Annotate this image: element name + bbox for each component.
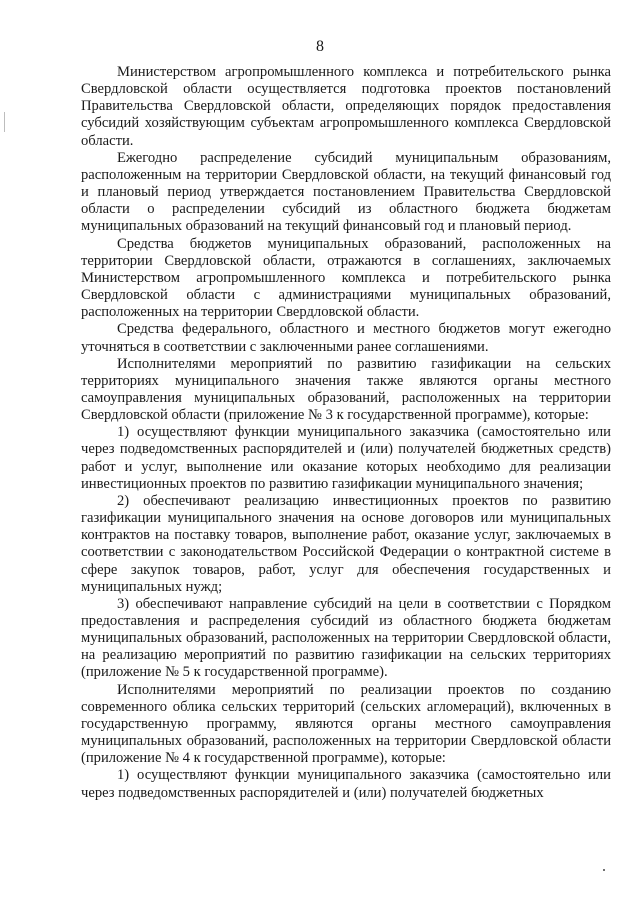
paragraph-annual-distribution: Ежегодно распределение субсидий муниципальным образованиям, расположенным на территории Свердловской области, на текущий финансовый год и плановый период утверждается постановлением Правительства Свердловской области о распределении субсидий из областного бюджета бюджетам муниципальных образований на текущий финансовый год и плановый период. <box>81 149 611 235</box>
page-number: 8 <box>316 38 324 55</box>
list-item-gasification-3: 3) обеспечивают направление субсидий на цели в соответствии с Порядком предоставления и распределения субсидий из областного бюджета бюджетам муниципальных образований, расположенных на территории Свердловской области, на реализацию мероприятий по развитию газификации на сельских территориях (приложение № 5 к государственной программе). <box>81 595 611 681</box>
list-item-gasification-1: 1) осуществляют функции муниципального заказчика (самостоятельно или через подведомственных распорядителей и (или) получателей бюджетных средств) работ и услуг, выполнение или оказание которых необходимо для реализации инвестиционных проектов по развитию газификации муниципального значения; <box>81 424 611 492</box>
document-body <box>81 64 611 802</box>
paragraph-budget-adjustment: Средства федерального, областного и местного бюджетов могут ежегодно уточняться в соответствии с заключенными ранее соглашениями. <box>81 321 611 355</box>
list-item-gasification-2: 2) обеспечивают реализацию инвестиционных проектов по развитию газификации муниципального значения на основе договоров или муниципальных контрактов на поставку товаров, выполнение работ, оказание услуг, заключаемых в соответствии с законодательством Российской Федерации о контрактной системе в сфере закупок товаров, работ, услуг для обеспечения государственных и муниципальных нужд; <box>81 492 611 595</box>
paragraph-municipal-budgets: Средства бюджетов муниципальных образований, расположенных на территории Свердловской области, отражаются в соглашениях, заключаемых Министерством агропромышленного комплекса и потребительского рынка Свердловской области с администрациями муниципальных образований, расположенных на территории Свердловской области. <box>81 235 611 321</box>
list-item-agglomeration-1: 1) осуществляют функции муниципального заказчика (самостоятельно или через подведомственных распорядителей и (или) получателей бюджетных <box>81 767 611 801</box>
scan-dot-mark <box>603 869 605 871</box>
paragraph-gasification-executors: Исполнителями мероприятий по развитию газификации на сельских территориях муниципального значения также являются органы местного самоуправления муниципальных образований, расположенных на территории Свердловской области (приложение № 3 к государственной программе), которые: <box>81 355 611 424</box>
paragraph-rural-agglomeration-executors: Исполнителями мероприятий по реализации проектов по созданию современного облика сельских территорий (сельских агломераций), включенных в государственную программу, являются органы местного самоуправления муниципальных образований, расположенных на территории Свердловской области (приложение № 4 к государственной программе), которые: <box>81 681 611 767</box>
scan-edge-mark <box>4 112 5 132</box>
paragraph-ministry-preparation: Министерством агропромышленного комплекса и потребительского рынка Свердловской области осуществляется подготовка проектов постановлений Правительства Свердловской области, определяющих порядок предоставления субсидий хозяйствующим субъектам агропромышленного комплекса Свердловской области. <box>81 64 611 149</box>
